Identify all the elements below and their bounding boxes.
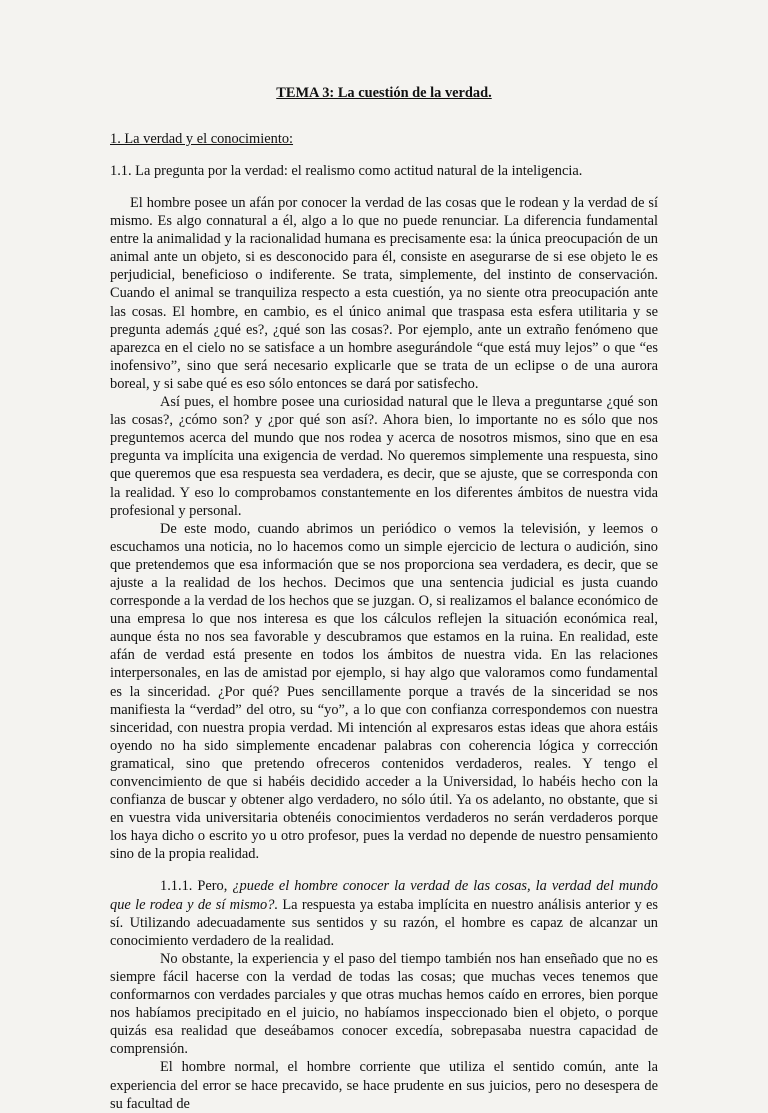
subsection-lead: 1.1.1. Pero, [160, 878, 233, 895]
subsection-heading: 1.1. La pregunta por la verdad: el realismo como actitud natural de la inteligencia. [110, 163, 583, 179]
paragraph: El hombre normal, el hombre corriente que utiliza el sentido común, ante la experiencia del error se hace precavido, se hace prudente en sus juicios, pero no desespera de su facultad de [110, 1059, 658, 1112]
question-text: ¿puede el hombre conocer la verdad de las cosas, la verdad del mundo que le rodea y de sí mismo?. [110, 878, 658, 913]
paragraph: Así pues, el hombre posee una curiosidad natural que le lleva a preguntarse ¿qué son las cosas?, ¿cómo son? y ¿por qué son así?. Ahora bien, lo importante no es sólo que nos preguntemos acerca del mundo que nos rodea y acerca de nosotros mismos, sino que en esa pregunta va implícita una exigencia de verdad. No queremos simplemente una respuesta, sino que queremos que esa respuesta sea verdadera, es decir, que se ajuste, que se corresponda con la realidad. Y eso lo comprobamos constantemente en los diferentes ámbitos de nuestra vida profesional y personal. [110, 394, 658, 519]
section-heading: 1. La verdad y el conocimiento: [110, 131, 294, 147]
page-title: TEMA 3: La cuestión de la verdad. [276, 85, 492, 101]
paragraph-text: La respuesta ya estaba implícita en nuestro análisis anterior y es sí. Utilizando adecuadamente sus sentidos y su razón, el hombre es capaz de alcanzar un conocimiento verdadero de la realidad. [110, 896, 658, 949]
paragraph-subsection [110, 877, 658, 949]
paragraph: No obstante, la experiencia y el paso del tiempo también nos han enseñado que no es siempre fácil hacerse con la verdad de todas las cosas; que muchas veces tenemos que conformarnos con verdades parciales y que otras muchas hemos caído en errores, bien porque nos habíamos precipitado en el juicio, no habíamos inspeccionado bien el objeto, o porque quizás esa realidad que deseábamos conocer excedía, sobrepasaba nuestra capacidad de comprensión. [110, 950, 658, 1058]
paragraph: De este modo, cuando abrimos un periódico o vemos la televisión, y leemos o escuchamos una noticia, no lo hacemos como un simple ejercicio de lectura o audición, sino que pretendemos que esa información que se nos proporciona sea verdadera, es decir, que se ajuste a la realidad de los hechos. Decimos que una sentencia judicial es justa cuando corresponde a la verdad de los hechos que se juzgan. O, si realizamos el balance económico de una empresa lo que nos interesa es que los cálculos reflejen la situación económica real, aunque ésta no nos sea favorable y descubramos que estamos en la ruina. En realidad, este afán de verdad está presente en todos los ámbitos de nuestra vida. En las relaciones interpersonales, en las de amistad por ejemplo, si hay algo que valoramos como fundamental es la sinceridad. ¿Por qué? Pues sencillamente porque a través de la sinceridad se nos manifiesta la “verdad” del otro, su “yo”, a lo que con confianza correspondemos con nuestra sinceridad, con nuestra propia verdad. Mi intención al expresaros estas ideas que ahora estáis oyendo no ha sido simplemente encadenar palabras con coherencia lógica y corrección gramatical, sino que pretendo ofreceros contenidos verdaderos, reales. Y tengo el convencimiento de que si habéis decidido acceder a la Universidad, lo habéis hecho con la confianza de buscar y obtener algo verdadero, no sólo útil. Ya os adelanto, no obstante, que si en vuestra vida universitaria obtenéis conocimientos verdaderos no serán verdaderos porque los haya dicho o escrito yo u otro profesor, pues la verdad no depende de nuestro pensamiento sino de la propia realidad. [110, 520, 658, 863]
paragraph: El hombre posee un afán por conocer la verdad de las cosas que le rodean y la verdad de sí mismo. Es algo connatural a él, algo a lo que no puede renunciar. La diferencia fundamental entre la animalidad y la racionalidad humana es precisamente esa: la única preocupación de un animal ante un objeto, si es desconocido para él, consiste en asegurarse de si ese objeto le es perjudicial, beneficioso o indiferente. Se trata, simplemente, del instinto de conservación. Cuando el animal se tranquiliza respecto a esta cuestión, ya no siente otra preocupación ante las cosas. El hombre, en cambio, es el único animal que traspasa esta esfera utilitaria y se pregunta además ¿qué es?, ¿qué son las cosas?. Por ejemplo, ante un extraño fenómeno que aparezca en el cielo no se satisface a un hombre asegurándole “que está muy lejos” o que “es inofensivo”, sino que será necesario explicarle que se trata de un eclipse o de una aurora boreal, y si sabe qué es eso sólo entonces se dará por satisfecho. [110, 195, 658, 392]
